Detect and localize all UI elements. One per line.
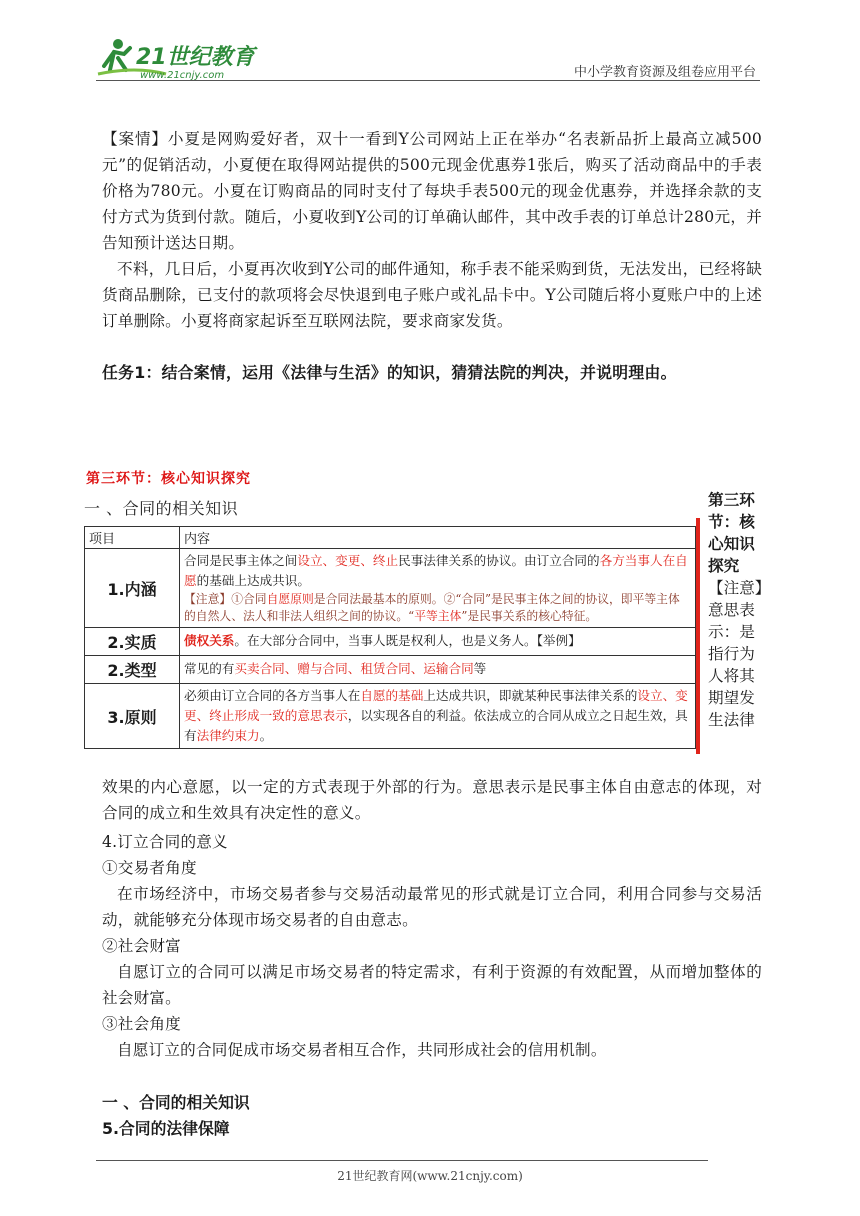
section-4-heading-2: ②社会财富 [102,937,181,955]
continuation-paragraph: 效果的内心意愿，以一定的方式表现于外部的行为。意思表示是民事主体自由意志的体现，对合同的成立和生效具有决定性的意义。 [102,778,762,822]
case-tag: 【案情】 [102,130,168,148]
table-row: 2.类型 常见的有买卖合同、赠与合同、租赁合同、运输合同等 [85,656,696,684]
table-row: 2.实质 债权关系。在大部分合同中，当事人既是权利人，也是义务人。【举例】 [85,628,696,656]
section-4-heading-1: ①交易者角度 [102,859,197,877]
slide-title: 第三环节：核心知识探究 [86,471,251,487]
section-4-paragraph-2: 自愿订立的合同可以满足市场交易者的特定需求，有利于资源的有效配置，从而增加整体的社会财富。 [102,963,762,1007]
slide-red-bar [696,518,700,754]
case-paragraph-2: 不料，几日后，小夏再次收到Y公司的邮件通知，称手表不能采购到货，无法发出，已经将缺货商品删除，已支付的款项将会尽快退到电子账户或礼品卡中。Y公司随后将小夏账户中的上述订单删除。小夏将商家起诉至互联网法院，要求商家发货。 [102,260,762,330]
svg-text:21世纪教育: 21世纪教育 [136,45,255,70]
header-divider [96,80,760,81]
case-paragraph-1: 【案情】小夏是网购爱好者，双十一看到Y公司网站上正在举办“名表新品折上最高立减500元”的促销活动，小夏便在取得网站提供的500元现金优惠券1张后，购买了活动商品中的手表价格为780元。小夏在订购商品的同时支付了每块手表500元的现金优惠券，并选择余款的支付方式为货到付款。随后，小夏收到Y公司的订单确认邮件，其中改手表的订单总计280元，并告知预计送达日期。 [102,130,762,252]
side-text: 第三环节：核心知识探究【注意】意思表示：是指行为人将其期望发生法律 [708,491,763,729]
footer-divider [96,1160,708,1161]
task-1: 任务1：结合案情，运用《法律与生活》的知识，猜猜法院的判决，并说明理由。 [102,363,677,382]
table-row: 1.内涵 合同是民事主体之间设立、变更、终止民事法律关系的协议。由订立合同的各方当事人在自愿的基础上达成共识。 【注意】①合同自愿原则是合同法最基本的原则。②“合同”是民事主体之间的协议，即平等主体的自然人、法人和非法人组织之间的协议。“平等主体”是民事关系的核心特征。 [85,549,696,628]
slide-image [78,462,700,764]
section-heading: 一 、合同的相关知识 [102,1093,250,1112]
platform-tagline: 中小学教育资源及组卷应用平台 [573,65,756,80]
footer-text: 21世纪教育网(www.21cnjy.com) [337,1169,523,1183]
section-4-paragraph-3: 自愿订立的合同促成市场交易者相互合作，共同形成社会的信用机制。 [117,1041,607,1059]
site-logo [96,36,266,82]
contract-table [84,526,696,749]
table-header-row: 项目 内容 [85,527,696,549]
section-5-title: 5.合同的法律保障 [102,1119,230,1138]
runner-logo-icon [96,36,266,82]
slide-subtitle: 一 、合同的相关知识 [84,499,239,518]
table-row: 3.原则 必须由订立合同的各方当事人在自愿的基础上达成共识，即就某种民事法律关系的设立、变更、终止形成一致的意思表示，以实现各自的利益。依法成立的合同从成立之日起生效，具有法律约束力。 [85,684,696,749]
section-4-paragraph-1: 在市场经济中，市场交易者参与交易活动最常见的形式就是订立合同，利用合同参与交易活动，就能够充分体现市场交易者的自由意志。 [102,885,762,929]
svg-text:www.21cnjy.com: www.21cnjy.com [140,70,225,81]
section-4-title: 4.订立合同的意义 [102,833,228,851]
section-4-heading-3: ③社会角度 [102,1015,181,1033]
